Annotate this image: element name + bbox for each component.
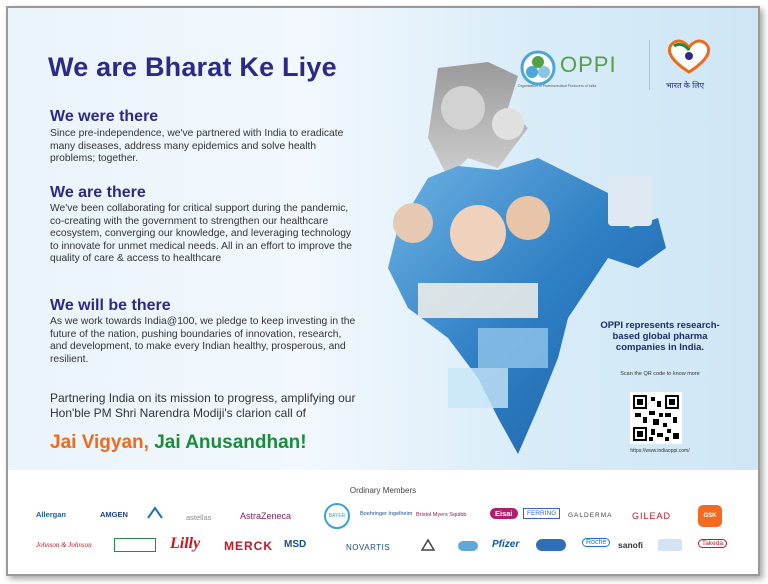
lab-photo — [478, 328, 548, 368]
member-logo-astellas: astellas — [186, 513, 212, 522]
boy-photo — [506, 196, 550, 240]
member-logo-pg — [536, 539, 566, 551]
member-logo-abbott — [146, 506, 164, 520]
members-title: Ordinary Members — [349, 486, 417, 495]
girl-photo — [492, 108, 524, 140]
oppi-represents-text: OPPI represents research-based global pharma companies in India. — [600, 320, 720, 353]
member-logo-emblem — [420, 538, 436, 552]
headline: We are Bharat Ke Liye — [48, 52, 337, 82]
member-emblem-icon — [420, 538, 436, 552]
section-title-present: We are there — [50, 184, 146, 201]
member-logo-glenmark — [114, 538, 156, 552]
scan-qr-text: Scan the QR code to know more — [620, 371, 700, 377]
oppi-logo — [518, 46, 638, 96]
elder-woman-photo — [441, 86, 485, 130]
india-map-collage — [368, 58, 668, 460]
section-body-past: Since pre-independence, we've partnered with India to eradicate many diseases, address many epidemics and solve health problems; together. — [50, 128, 344, 165]
qr-code-icon — [633, 395, 679, 441]
oppi-logo-text: OPPI — [560, 52, 617, 77]
mother-photo — [450, 205, 506, 261]
logo-divider — [649, 40, 650, 90]
member-logo-lilly: Lilly — [170, 535, 201, 552]
section-body-present: We've been collaborating for critical support during the pandemic, co-creating with the government to strengthen our healthcare ecosystem, converging our knowledge, and leveraging technology to innovate for unmet medical needs. All in an effort to improve the quality of care & access to healthcare — [50, 203, 353, 265]
member-logo-amgen: AMGEN — [100, 510, 128, 519]
member-logo-merck: MERCK — [224, 539, 273, 553]
member-logo-servier — [658, 539, 682, 551]
member-emblem-icon — [146, 506, 164, 520]
member-logo-gilead: GILEAD — [632, 511, 672, 521]
hero-area — [8, 8, 758, 470]
member-logo-boehringer: Boehringer Ingelheim — [360, 511, 413, 517]
member-logo-novartis: NOVARTIS — [346, 543, 391, 552]
member-logo-gsk: GSK — [698, 505, 722, 527]
member-logo-msd: MSD — [284, 539, 307, 550]
child-photo — [393, 203, 433, 243]
section-body-future: As we work towards India@100, we pledge to keep investing in the future of the nation, pushing boundaries of innovation, research, and development, to make every Indian healthy, prosperous, and resilient. — [50, 316, 356, 365]
member-logo-astrazeneca: AstraZeneca — [240, 511, 292, 521]
section-title-future: We will be there — [50, 297, 171, 314]
slogan-part-1: Jai Vigyan, — [50, 432, 149, 453]
member-logo-pfizer: Pfizer — [492, 539, 520, 550]
oppi-emblem-icon — [520, 50, 556, 86]
member-logo-bayer: BAYER — [324, 503, 350, 529]
member-logo-johnson: Johnson & Johnson — [36, 541, 92, 549]
oppi-logo-subtitle: Organisation of Pharmaceutical Producers of India — [518, 84, 597, 88]
member-logo-allergan: Allergan — [36, 510, 67, 519]
member-logo-eisai: Eisai — [490, 508, 518, 519]
pills-photo — [418, 283, 538, 318]
bharat-ke-liye-logo — [658, 36, 720, 94]
partner-text: Partnering India on its mission to progress, amplifying our Hon'ble PM Shri Narendra Modiji's clarion call of — [50, 391, 356, 420]
member-logo-sanofi: sanofi — [618, 540, 644, 550]
scientist-photo — [608, 176, 652, 226]
bharat-logo-text: भारत के लिए — [666, 81, 705, 90]
member-logo-organon — [458, 541, 478, 551]
section-title-past: We were there — [50, 108, 159, 125]
heart-hands-icon — [660, 36, 718, 78]
qr-code[interactable] — [630, 392, 682, 444]
slogan — [50, 432, 307, 454]
advertisement-poster — [6, 6, 760, 576]
qr-url[interactable]: https://www.indiaoppi.com/ — [630, 448, 690, 454]
member-logo-galderma: GALDERMA — [568, 512, 613, 519]
member-logo-roche: Roche — [582, 538, 610, 547]
member-logo-takeda: Takeda — [698, 539, 727, 548]
member-logo-ferring: FERRING — [523, 508, 560, 519]
nurse-photo — [448, 368, 508, 408]
member-logo-bms: Bristol Myers Squibb — [416, 512, 467, 518]
slogan-part-2: Jai Anusandhan! — [148, 432, 307, 453]
